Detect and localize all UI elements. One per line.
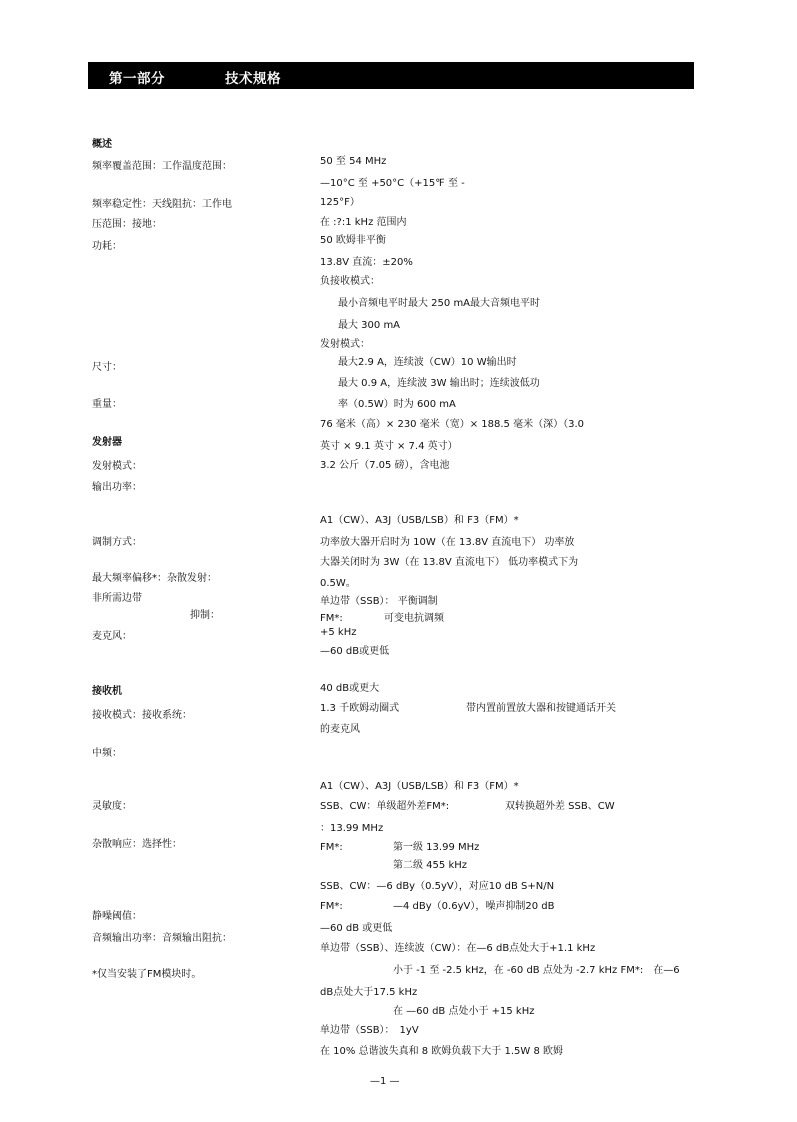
value-line: FM*: xyxy=(320,842,343,853)
section-title: 技术规格 xyxy=(225,71,281,87)
value-line: 3.2 公斤（7.05 磅），含电池 xyxy=(320,460,450,471)
value-line: 50 至 54 MHz xyxy=(320,156,387,167)
label-suppression: 抑制： xyxy=(190,610,220,621)
label-audio-output: 音频输出功率：音频输出阻抗： xyxy=(92,933,232,944)
heading-receiver: 接收机 xyxy=(92,686,122,697)
label-if: 中频： xyxy=(92,748,122,759)
value-line: —60 dB或更低 xyxy=(320,646,390,657)
value-line: ：13.99 MHz xyxy=(320,823,384,834)
value-line: 在 :?:1 kHz 范围内 xyxy=(320,217,407,228)
value-line: 单边带（SSB）： 1yV xyxy=(320,1025,419,1036)
value-line: SSB、CW：—6 dBy（0.5yV），对应10 dB S+N/N xyxy=(320,881,555,892)
value-line: 50 欧姆非平衡 xyxy=(320,235,386,246)
label-deviation-spurious: 最大频率偏移*：杂散发射： xyxy=(92,573,217,584)
value-line: FM*: xyxy=(320,901,343,912)
value-line: 在 10% 总谐波失真和 8 欧姆负载下大于 1.5W 8 欧姆 xyxy=(320,1046,563,1057)
value-line: 最大 300 mA xyxy=(338,320,401,331)
value-line: 率（0.5W）时为 600 mA xyxy=(338,399,456,410)
value-line: 125°F） xyxy=(320,197,360,208)
label-rx-mode-system: 接收模式：接收系统： xyxy=(92,710,192,721)
value-line: 40 dB或更大 xyxy=(320,683,380,694)
value-line: 单边带（SSB）： 平衡调制 xyxy=(320,596,438,607)
value-line: 第一级 13.99 MHz xyxy=(393,842,480,853)
value-line: 英寸 × 9.1 英寸 × 7.4 英寸） xyxy=(320,441,458,452)
value-line: dB点处大于17.5 kHz xyxy=(320,987,418,998)
label-weight: 重量： xyxy=(92,399,122,410)
value-line: 1.3 千欧姆动圈式 xyxy=(320,703,400,714)
label-stability-impedance: 频率稳定性：天线阻抗：工作电 xyxy=(92,199,232,210)
value-line: 发射模式： xyxy=(320,339,370,350)
label-microphone: 麦克风： xyxy=(92,631,132,642)
footnote-fm-module: *仅当安装了FM模块时。 xyxy=(92,969,202,980)
label-output-power: 输出功率： xyxy=(92,482,142,493)
value-line: A1（CW）、A3J（USB/LSB）和 F3（FM）* xyxy=(320,781,519,792)
label-unwanted-sideband: 非所需边带 xyxy=(92,593,142,604)
section-part: 第一部分 xyxy=(109,71,165,87)
value-line: 小于 -1 至 -2.5 kHz，在 -60 dB 点处为 -2.7 kHz FM*: 在—6 xyxy=(393,965,680,976)
value-line: 最大 0.9 A，连续波 3W 输出时；连续波低功 xyxy=(338,378,540,389)
value-line: A1（CW）、A3J（USB/LSB）和 F3（FM）* xyxy=(320,515,519,526)
label-sensitivity: 灵敏度： xyxy=(92,801,132,812)
value-line: 76 毫米（高）× 230 毫米（宽）× 188.5 毫米（深）（3.0 xyxy=(320,419,584,430)
value-line: 第二级 455 kHz xyxy=(393,860,468,871)
page-number: —1 — xyxy=(370,1076,400,1087)
value-line: —4 dBy（0.6yV），噪声抑制20 dB xyxy=(393,901,555,912)
value-line: 在 —60 dB 点处小于 +15 kHz xyxy=(393,1006,535,1017)
label-voltage-ground: 压范围：接地： xyxy=(92,219,162,230)
value-line: 负接收模式： xyxy=(320,276,380,287)
value-line: 最小音频电平时最大 250 mA最大音频电平时 xyxy=(338,298,541,309)
label-modulation: 调制方式： xyxy=(92,537,142,548)
value-line: 的麦克风 xyxy=(320,724,360,735)
label-tx-mode: 发射模式： xyxy=(92,461,142,472)
label-frequency-temperature: 频率覆盖范围：工作温度范围： xyxy=(92,161,232,172)
value-line: 最大2.9 A，连续波（CW）10 W输出时 xyxy=(338,357,517,368)
label-squelch: 静噪阈值： xyxy=(92,911,142,922)
heading-transmitter: 发射器 xyxy=(92,437,122,448)
value-line: 0.5W。 xyxy=(320,578,356,589)
value-line: 单边带（SSB）、连续波（CW）：在—6 dB点处大于+1.1 kHz xyxy=(320,943,596,954)
value-line: FM*: xyxy=(320,613,343,624)
value-line: 13.8V 直流：±20% xyxy=(320,257,413,268)
section-header-bar xyxy=(88,62,694,89)
heading-overview: 概述 xyxy=(92,139,112,150)
value-line: 功率放大器开启时为 10W（在 13.8V 直流电下） 功率放 xyxy=(320,537,575,548)
label-power-consumption: 功耗： xyxy=(92,241,122,252)
label-dimensions: 尺寸： xyxy=(92,362,122,373)
value-line: 大器关闭时为 3W（在 13.8V 直流电下） 低功率模式下为 xyxy=(320,557,579,568)
value-line: —10°C 至 +50°C（+15℉ 至 - xyxy=(320,178,465,189)
value-line: 带内置前置放大器和按键通话开关 xyxy=(466,703,616,714)
value-line: 双转换超外差 SSB、CW xyxy=(505,801,615,812)
label-spurious-selectivity: 杂散响应：选择性： xyxy=(92,839,182,850)
value-line: —60 dB 或更低 xyxy=(320,923,393,934)
value-line: +5 kHz xyxy=(320,627,357,638)
value-line: SSB、CW：单级超外差FM*: xyxy=(320,801,450,812)
value-line: 可变电抗调频 xyxy=(384,613,444,624)
